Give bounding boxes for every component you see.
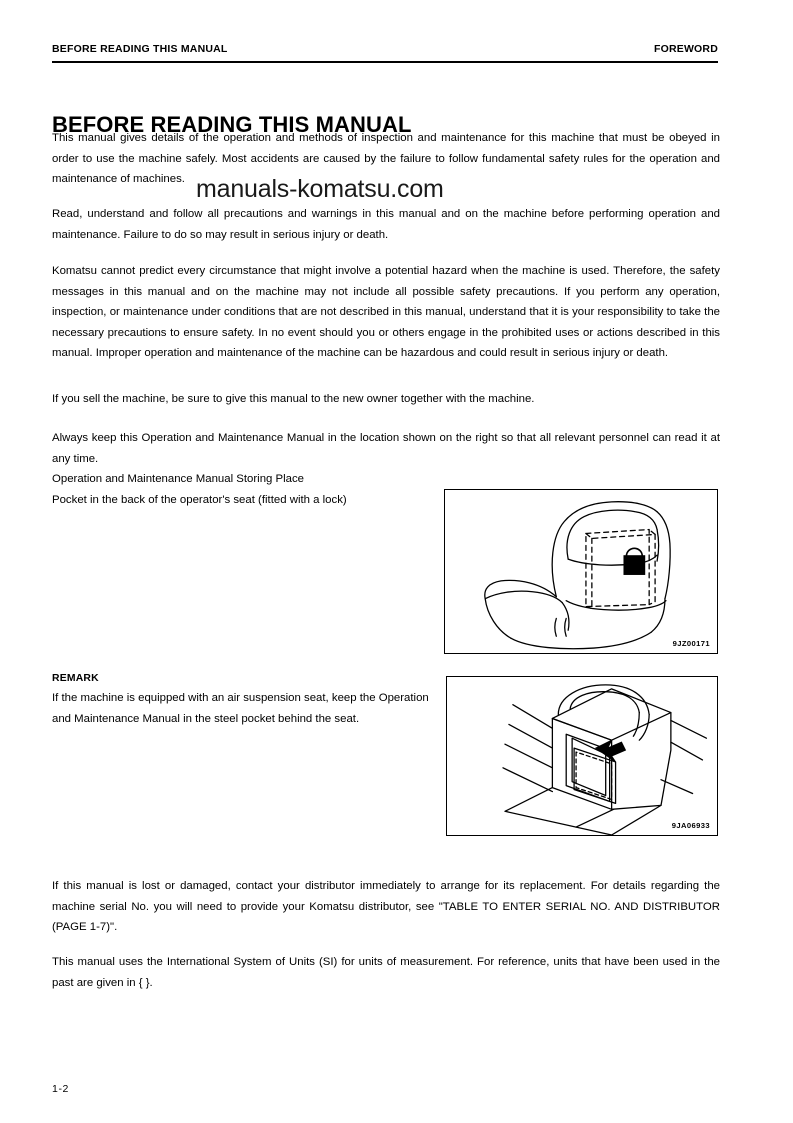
seat-illustration: [445, 490, 717, 653]
remark-text: If the machine is equipped with an air suspension seat, keep the Operation and Maintenance Manual in the steel pocket behind the seat.: [52, 692, 429, 725]
paragraph-read-understand: Read, understand and follow all precautions and warnings in this manual and on the machine before performing operation and maintenance. Failure to do so may result in serious injury or death.: [52, 208, 720, 241]
figure-steel-pocket: [446, 676, 718, 836]
site-watermark: manuals-komatsu.com: [196, 175, 444, 203]
figure-code-pocket: 9JA06933: [671, 821, 710, 831]
paragraph-si-units: This manual uses the International System of Units (SI) for units of measurement. For reference, units that have been used in the past are given in { }.: [52, 956, 720, 989]
header-chapter-title: FOREWORD: [653, 43, 718, 55]
remark-block: [52, 672, 430, 729]
paragraph-lost-or-damaged: If this manual is lost or damaged, contact your distributor immediately to arrange for its replacement. For details regarding the machine serial No. you will need to provide your Komatsu distributor, see "TABLE TO ENTER SERIAL NO. AND DISTRIBUTOR (PAGE 1-7)".: [52, 880, 720, 934]
running-header: [52, 44, 718, 55]
paragraph-always-keep: Always keep this Operation and Maintenance Manual in the location shown on the right so that all relevant personnel can read it at any time.: [52, 432, 720, 465]
paragraph-storing-place: Operation and Maintenance Manual Storing Place: [52, 473, 305, 486]
page-title: BEFORE READING THIS MANUAL: [52, 111, 412, 137]
lock-icon: [623, 548, 645, 575]
paragraph-pocket-location: Pocket in the back of the operator's seat (fitted with a lock): [52, 493, 347, 506]
paragraph-sell-machine: If you sell the machine, be sure to give this manual to the new owner together with the machine.: [52, 393, 535, 405]
figure-code-seat: 9JZ00171: [672, 639, 710, 649]
paragraph-cannot-predict: Komatsu cannot predict every circumstance that might involve a potential hazard when the machine is used. Therefore, the safety messages in this manual and on the machine may not include all possible safety precautions. If you perform any operation, inspection, or maintenance under conditions that are not described in this manual, understand that it is your responsibility to take the necessary precautions to ensure safety. In no event should you or others engage in the prohibited uses or actions described in this manual. Improper operation and maintenance of the machine can be hazardous and could result in serious injury or death.: [52, 265, 720, 360]
figure-seat-pocket: [444, 489, 718, 654]
steel-pocket-illustration: [447, 677, 717, 835]
header-rule: [52, 61, 718, 63]
header-section-title: BEFORE READING THIS MANUAL: [52, 43, 228, 55]
arrow-icon: [596, 740, 626, 762]
paragraph-intro: This manual gives details of the operation and methods of inspection and maintenance for this machine that must be obeyed in order to use the machine safely. Most accidents are caused by the failure to follow fundamental safety rules for the operation and maintenance of machines.: [52, 132, 720, 186]
footer-page-number: 1-2: [52, 1083, 69, 1095]
remark-label: REMARK: [52, 673, 99, 684]
